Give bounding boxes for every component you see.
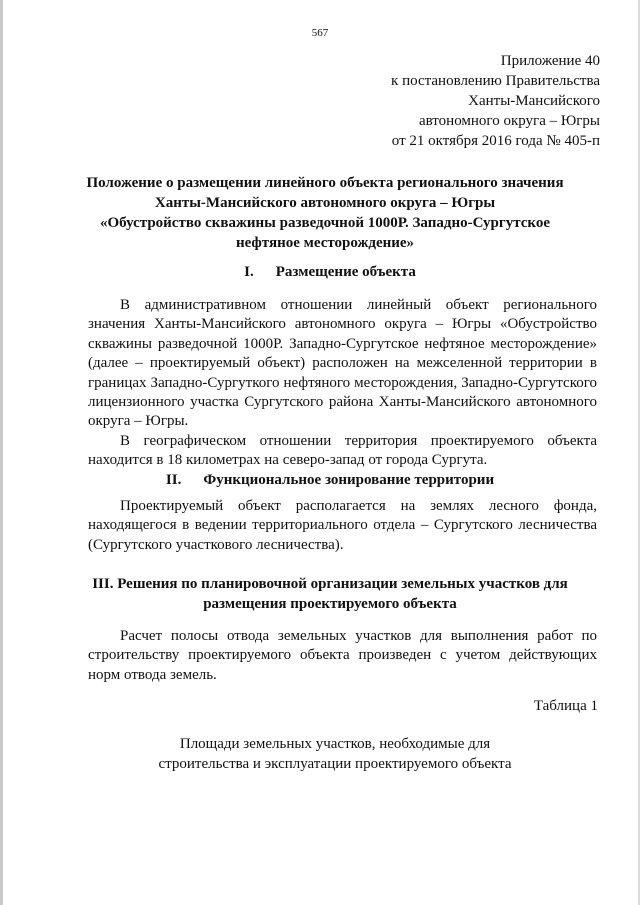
paragraph: Расчет полосы отвода земельных участков для выполнения работ по строительству проектируемого объекта произведен с учетом действующих норм отвода земель. (88, 628, 597, 683)
table-caption (100, 734, 570, 774)
appendix-line: Ханты-Мансийского (468, 93, 600, 109)
section-2-heading (60, 470, 600, 490)
section-3-heading (60, 574, 600, 614)
section-1-title: Размещение объекта (275, 264, 416, 280)
title-line: «Обустройство скважины разведочной 1000Р. Западно-Сургутское (99, 215, 551, 231)
document-title (60, 173, 590, 253)
appendix-line: от 21 октября 2016 года № 405-п (391, 133, 600, 149)
scan-edge-left (0, 0, 3, 905)
table-label: Таблица 1 (533, 698, 598, 714)
appendix-block (391, 51, 600, 151)
paragraph: В административном отношении линейный объект регионального значения Ханты-Мансийского автономного округа – Югры «Обустройство скважины разведочной 1000Р. Западно-Сургутское нефтяное месторождение» (далее – проектируемый объект) расположен на межселенной территории в границах Западно-Сургуткого нефтяного месторождения, Западно-Сургутского лицензионного участка Сургутского района Ханты-Мансийского автономного округа – Югры. (88, 297, 597, 430)
paragraph: Проектируемый объект располагается на землях лесного фонда, находящегося в ведении территориального отдела – Сургутского лесничества (Сургутского участкового лесничества). (88, 498, 597, 553)
appendix-line: Приложение 40 (500, 53, 600, 69)
title-line: нефтяное месторождение» (235, 235, 415, 251)
section-1-heading (60, 262, 600, 282)
title-line: Положение о размещении линейного объекта регионального значения (86, 175, 564, 191)
section-2-number: II. (165, 472, 182, 488)
table-caption-line: Площади земельных участков, необходимые для (179, 736, 491, 752)
section-1-body (88, 296, 597, 471)
section-3-body (88, 627, 597, 685)
section-1-number: I. (244, 264, 254, 280)
page-number: 567 (311, 27, 329, 39)
section-3-title-line: III. Решения по планировочной организации земельных участков для (92, 576, 568, 592)
table-caption-line: строительства и эксплуатации проектируемого объекта (158, 756, 512, 772)
appendix-line: автономного округа – Югры (418, 113, 600, 129)
appendix-line: к постановлению Правительства (391, 73, 600, 89)
section-2-title: Функциональное зонирование территории (203, 472, 495, 488)
paragraph: В географическом отношении территория проектируемого объекта находится в 18 километрах на северо-запад от города Сургута. (88, 432, 597, 469)
section-3-title-line: размещения проектируемого объекта (203, 596, 457, 612)
title-line: Ханты-Мансийского автономного округа – Югры (154, 195, 496, 211)
section-2-body (88, 497, 597, 555)
